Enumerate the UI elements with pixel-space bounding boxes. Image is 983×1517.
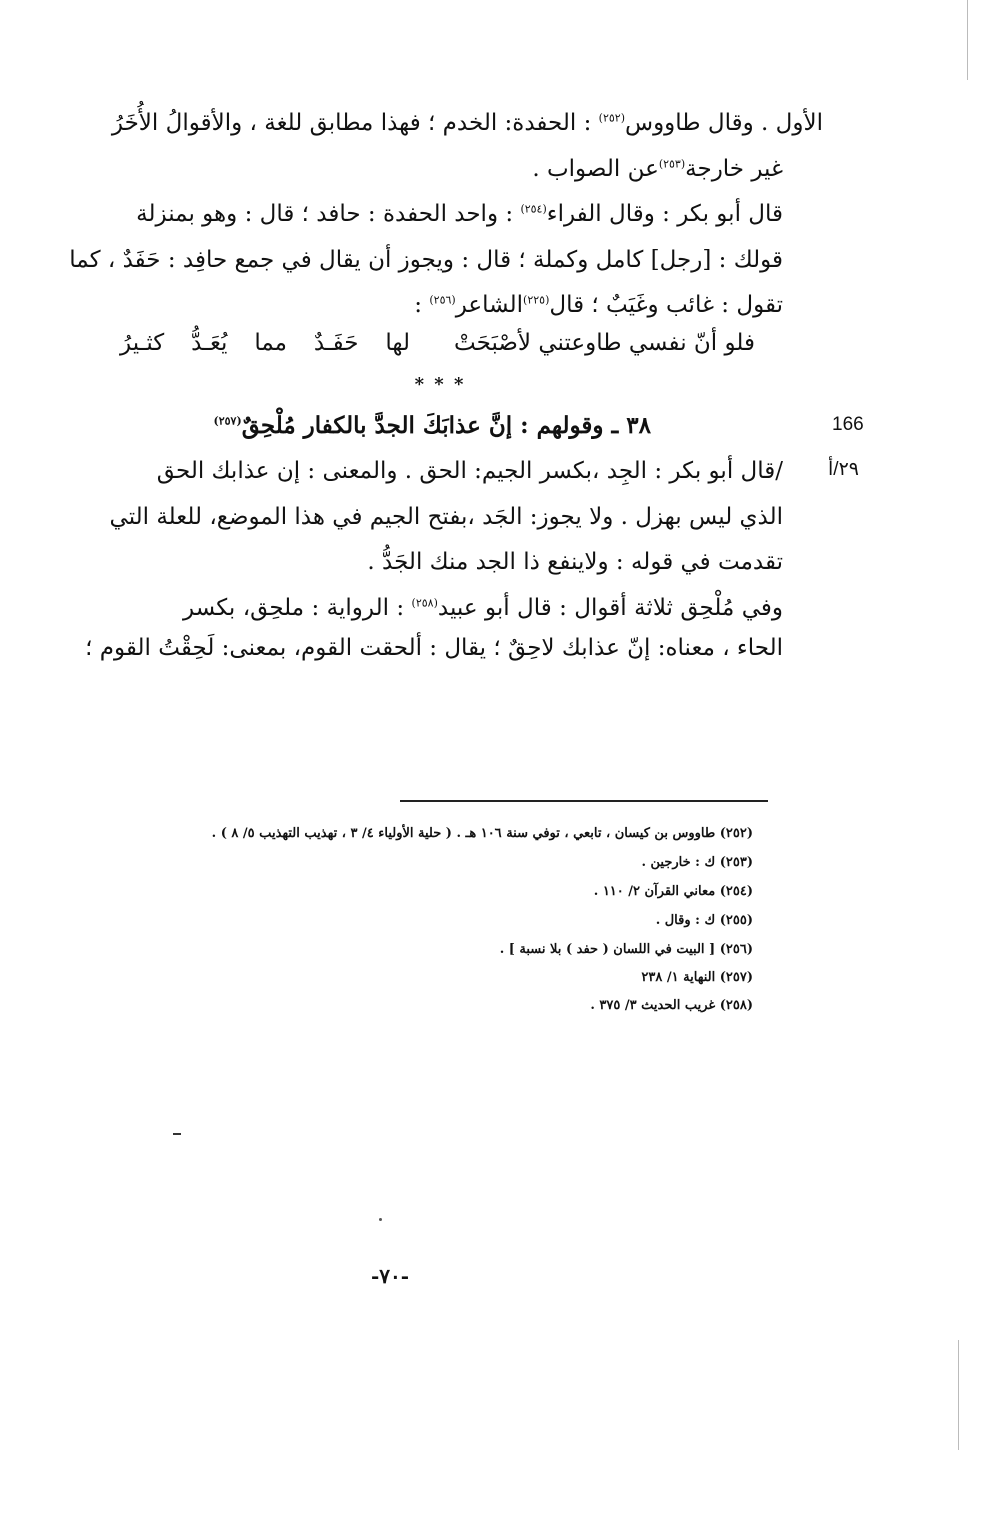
paragraph-4-line-1: وفي مُلْحِق ثلاثة أقوال : قال أبو عبيد$^{(٢٥٨)}$ : الرواية : ملحِق، بكسر [183, 595, 783, 621]
footnote-ref: (٢٢٥) [523, 293, 550, 307]
section-heading: ٣٨ ـ وقولهم : إنَّ عذابَكَ الجدَّ بالكفار مُلْحِقٌ$^{(٢٥٧)}$ [213, 412, 651, 439]
footnote-253: (٢٥٣) ك : خارجين . [641, 855, 753, 870]
paragraph-2-line-3: تقول : غائب وغَيَبٌ ؛ قال$^{(٢٢٥)}$الشاعر$^{(٢٥٦)}$ : [414, 292, 783, 318]
footnote-255: (٢٥٥) ك : وقال . [655, 913, 753, 928]
footnote-258: (٢٥٨) غريب الحديث ٣/ ٣٧٥ . [590, 998, 753, 1013]
paragraph-3-line-1: /قال أبو بكر : الجِد ،بكسر الجيم: الحق . والمعنى : إن عذابك الحق [156, 458, 783, 484]
verse-left-hemistich: لها حَفَـدٌ مما يُعَـدُّ كثـيرُ [120, 330, 410, 356]
footnote-ref: (٢٥٣) [658, 157, 686, 171]
footnote-252: (٢٥٢) طاووس بن كيسان ، تابعي ، توفي سنة ١٠٦ هـ . ( حلية الأولياء ٤/ ٣ ، تهذيب التهذيب ٥/ ٨ ) . [211, 826, 753, 841]
scan-mark [173, 1133, 181, 1135]
scan-mark [379, 1218, 382, 1221]
footnote-254: (٢٥٤) معاني القرآن ٢/ ١١٠ . [593, 884, 753, 899]
footnote-separator-rule [400, 800, 768, 802]
folio-marker: ٢٩/أ [828, 459, 859, 480]
paragraph-2-line-1: قال أبو بكر : وقال الفراء$^{(٢٥٤)}$ : واحد الحفدة : حافد ؛ قال : وهو بمنزلة [136, 201, 783, 227]
footnote-ref: (٢٥٦) [429, 293, 456, 307]
verse-right-hemistich: فلو أنّ نفسي طاوعتني لأصْبَحَتْ [454, 330, 755, 356]
footnote-ref: (٢٥٧) [213, 414, 242, 428]
paragraph-2-line-2: قولك : [رجل] كامل وكملة ؛ قال : ويجوز أن يقال في جمع حافِد : حَفَدٌ ، كما [69, 247, 783, 273]
section-separator: * * * [414, 374, 466, 395]
footnote-256: (٢٥٦) [ البيت في اللسان ( حفد ) بلا نسبة ] . [499, 942, 753, 957]
paragraph-1-line-1: الأول . وقال طاووس$^{(٢٥٢)}$ : الحفدة: الخدم ؛ فهذا مطابق للغة ، والأقوالُ الأُخَرُ [111, 110, 823, 136]
scan-edge-line [967, 0, 968, 80]
paragraph-4-line-2: الحاء ، معناه: إنّ عذابك لاحِقٌ ؛ يقال : ألحقت القوم، بمعنى: لَحِقْتُ القوم ؛ [85, 635, 783, 661]
page-number: -٧٠- [370, 1264, 410, 1288]
paragraph-1-line-2: غير خارجة$^{(٢٥٣)}$عن الصواب . [532, 156, 783, 182]
footnote-ref: (٢٥٢) [598, 111, 625, 125]
paragraph-3-line-3: تقدمت في قوله : ولاينفع ذا الجد منك الجَدُّ . [367, 549, 783, 575]
page-reference-number: 166 [832, 414, 864, 435]
footnote-ref: (٢٥٨) [411, 596, 438, 610]
footnote-ref: (٢٥٤) [520, 202, 547, 216]
footnote-257: (٢٥٧) النهاية ١/ ٢٣٨ [641, 970, 753, 985]
paragraph-3-line-2: الذي ليس بهزل . ولا يجوز: الجَد ،بفتح الجيم في هذا الموضع، للعلة التي [109, 504, 783, 530]
scan-edge-line [958, 1340, 959, 1450]
